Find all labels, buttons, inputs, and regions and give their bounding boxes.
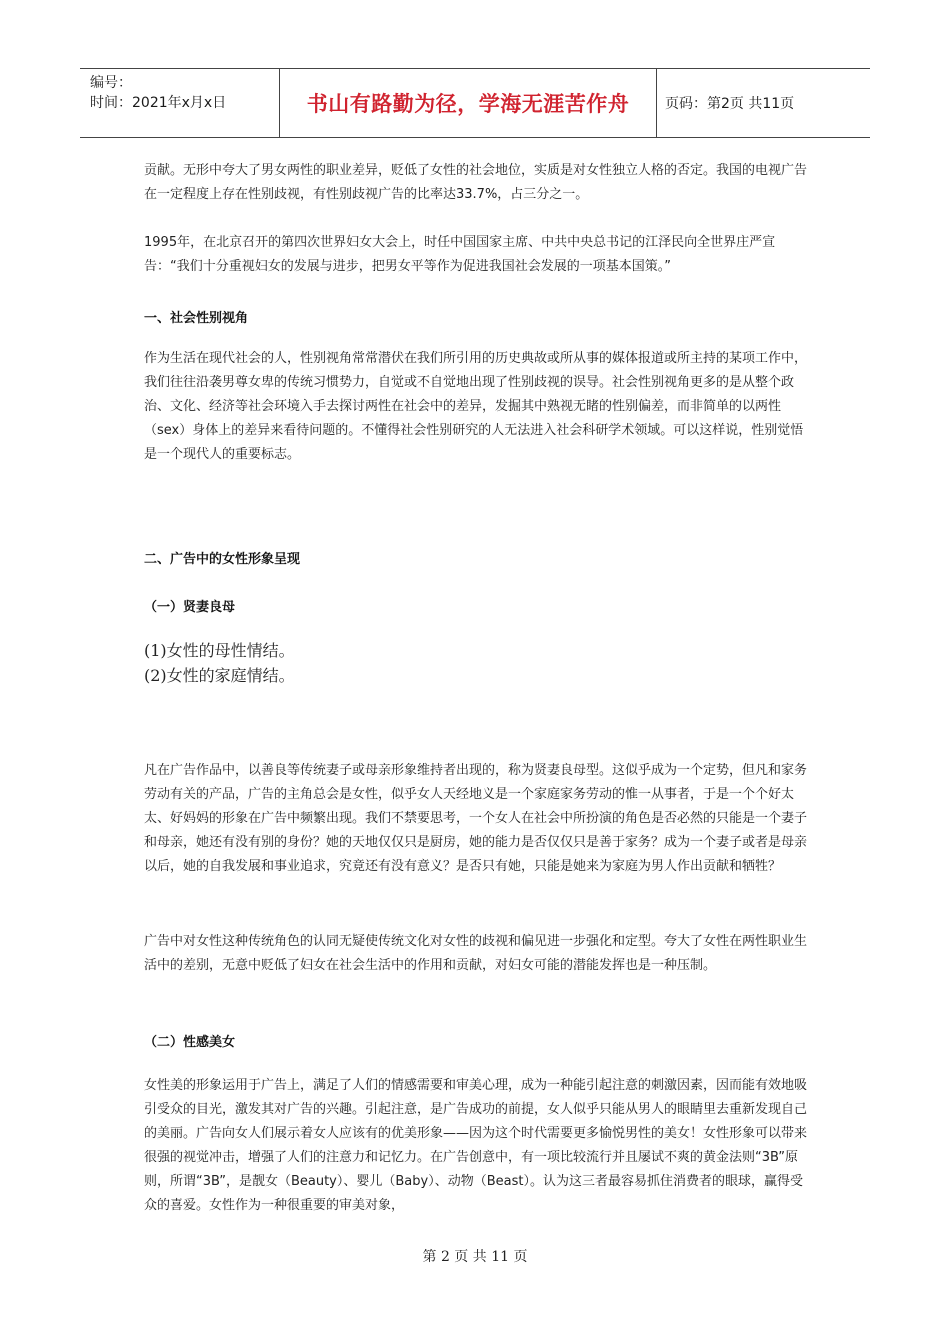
document-date: 时间：2021年x月x日 (90, 95, 227, 111)
paragraph-1 (144, 159, 809, 207)
paragraph-6 (144, 1074, 809, 1218)
list-item: (2)女性的家庭情结。 (144, 666, 295, 685)
page-footer: 第 2 页 共 11 页 (422, 1249, 528, 1265)
paragraph-text: 凡在广告作品中，以善良等传统妻子或母亲形象维持者出现的，称为贤妻良母型。这似乎成为一个定势，但凡和家务劳动有关的产品，广告的主角总会是女性，似乎女人天经地义是一个家庭家务劳动的惟一从事者，于是一个个好太太、好妈妈的形象在广告中频繁出现。我们不禁要思考，一个女人在社会中所扮演的角色是否必然的只能是一个妻子和母亲，她还有没有别的身份？她的天地仅仅只是厨房，她的能力是否仅仅只是善于家务？成为一个妻子或者是母亲以后，她的自我发展和事业追求，究竟还有没有意义？是否只有她，只能是她来为家庭为男人作出贡献和牺牲？ (144, 763, 808, 874)
section-heading-1: 一、社会性别视角 (144, 311, 249, 326)
paragraph-2 (144, 231, 809, 279)
paragraph-text: 作为生活在现代社会的人，性别视角常常潜伏在我们所引用的历史典故或所从事的媒体报道或所主持的某项工作中，我们往往沿袭男尊女卑的传统习惯势力，自觉或不自觉地出现了性别歧视的误导。社会性别视角更多的是从整个政治、文化、经济等社会环境入手去探讨两性在社会中的差异，发掘其中熟视无睹的性别偏差，而非简单的以两性（sex）身体上的差异来看待问题的。不懂得社会性别研究的人无法进入社会科研学术领域。可以这样说，性别觉悟是一个现代人的重要标志。 (144, 351, 808, 462)
paragraph-text: 广告中对女性这种传统角色的认同无疑使传统文化对女性的歧视和偏见进一步强化和定型。夸大了女性在两性职业生活中的差别，无意中贬低了妇女在社会生活中的作用和贡献，对妇女可能的潜能发挥也是一种压制。 (144, 934, 808, 973)
header-meta (80, 69, 280, 137)
document-number-label: 编号： (90, 75, 132, 91)
paragraph-text: 贡献。无形中夸大了男女两性的职业差异，贬低了女性的社会地位，实质是对女性独立人格的否定。我国的电视广告在一定程度上存在性别歧视，有性别歧视广告的比率达33.7%，占三分之一。 (144, 163, 808, 202)
section-heading-2: 二、广告中的女性形象呈现 (144, 552, 301, 567)
page-header (80, 68, 870, 138)
paragraph-text: 女性美的形象运用于广告上，满足了人们的情感需要和审美心理，成为一种能引起注意的刺激因素，因而能有效地吸引受众的目光，激发其对广告的兴趣。引起注意，是广告成功的前提，女人似乎只能从男人的眼睛里去重新发现自己的美丽。广告向女人们展示着女人应该有的优美形象——因为这个时代需要更多愉悦男性的美女！女性形象可以带来很强的视觉冲击，增强了人们的注意力和记忆力。在广告创意中，有一项比较流行并且屡试不爽的黄金法则“3B”原则，所谓“3B”，是靓女（Beauty）、婴儿（Baby）、动物（Beast）。认为这三者最容易抓住消费者的眼球，赢得受众的喜爱。女性作为一种很重要的审美对象， (144, 1078, 808, 1213)
paragraph-5 (144, 930, 809, 978)
header-page-info: 页码：第2页 共11页 (665, 96, 795, 112)
subsection-heading-2: （二）性感美女 (144, 1035, 236, 1050)
header-motto: 书山有路勤为径，学海无涯苦作舟 (280, 69, 657, 137)
subsection-heading-1: （一）贤妻良母 (144, 600, 236, 615)
paragraph-4 (144, 759, 809, 879)
paragraph-text: 1995年，在北京召开的第四次世界妇女大会上，时任中国国家主席、中共中央总书记的江泽民向全世界庄严宣告：“我们十分重视妇女的发展与进步，把男女平等作为促进我国社会发展的一项基本国策。” (144, 235, 776, 274)
paragraph-3 (144, 347, 809, 467)
list-item: (1)女性的母性情结。 (144, 641, 295, 660)
